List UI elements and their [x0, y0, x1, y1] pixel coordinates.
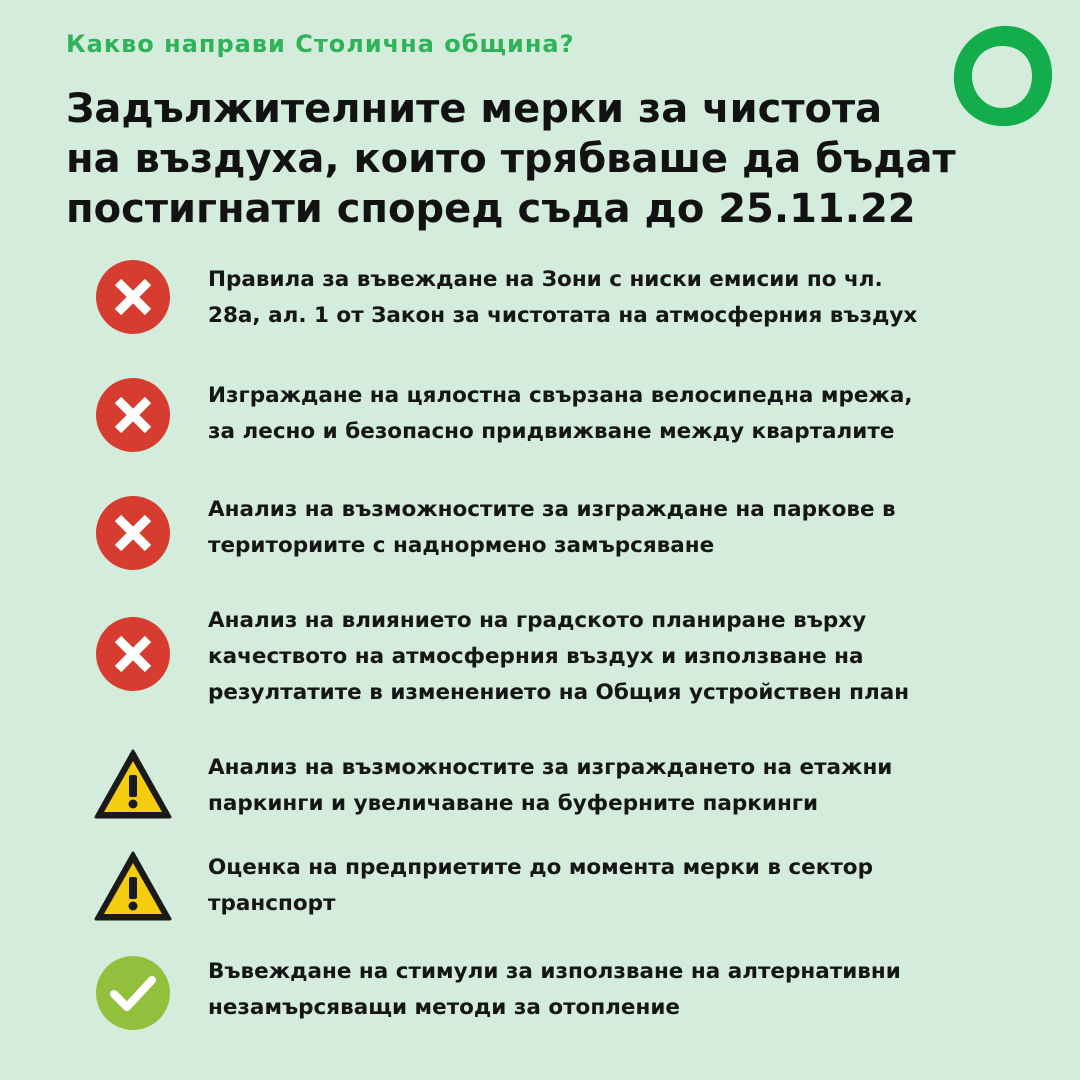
- title-line: Задължителните мерки за чистота: [66, 86, 883, 132]
- kicker-text: Какво направи Столична община?: [66, 30, 575, 58]
- item-line: Въвеждане на стимули за използване на алтернативни: [208, 959, 901, 984]
- title-line: на въздуха, които трябваше да бъдат: [66, 136, 956, 182]
- item-line: Анализ на възможностите за изграждане на паркове в: [208, 497, 896, 522]
- x-mark-icon: [94, 494, 172, 572]
- item-line: качеството на атмосферния въздух и използване на: [208, 644, 864, 669]
- item-line: незамърсяващи методи за отопление: [208, 995, 681, 1020]
- item-text: [208, 850, 1008, 922]
- item-line: 28а, ал. 1 от Закон за чистотата на атмосферния въздух: [208, 303, 918, 328]
- item-text: [208, 378, 1008, 450]
- warning-triangle-icon: [94, 850, 172, 928]
- item-line: транспорт: [208, 891, 336, 916]
- item-line: Правила за въвеждане на Зони с ниски емисии по чл.: [208, 267, 883, 292]
- item-line: резултатите в изменението на Общия устройствен план: [208, 680, 910, 705]
- item-text: [208, 262, 1008, 334]
- checkmark-icon: [94, 954, 172, 1032]
- warning-triangle-icon: [94, 748, 172, 826]
- title-line: постигнати според съда до 25.11.22: [66, 186, 916, 232]
- item-text: [208, 492, 1008, 564]
- item-line: Оценка на предприетите до момента мерки в сектор: [208, 855, 873, 880]
- item-text: [208, 750, 1008, 822]
- item-text: [208, 954, 1008, 1026]
- x-mark-icon: [94, 376, 172, 454]
- item-line: териториите с наднормено замърсяване: [208, 533, 715, 558]
- x-mark-icon: [94, 615, 172, 693]
- item-text: [208, 603, 1008, 711]
- item-line: Анализ на влиянието на градското планиране върху: [208, 608, 867, 633]
- item-line: Изграждане на цялостна свързана велосипедна мрежа,: [208, 383, 913, 408]
- x-mark-icon: [94, 258, 172, 336]
- item-line: Анализ на възможностите за изграждането на етажни: [208, 755, 893, 780]
- item-line: паркинги и увеличаване на буферните паркинги: [208, 791, 819, 816]
- item-line: за лесно и безопасно придвижване между кварталите: [208, 419, 895, 444]
